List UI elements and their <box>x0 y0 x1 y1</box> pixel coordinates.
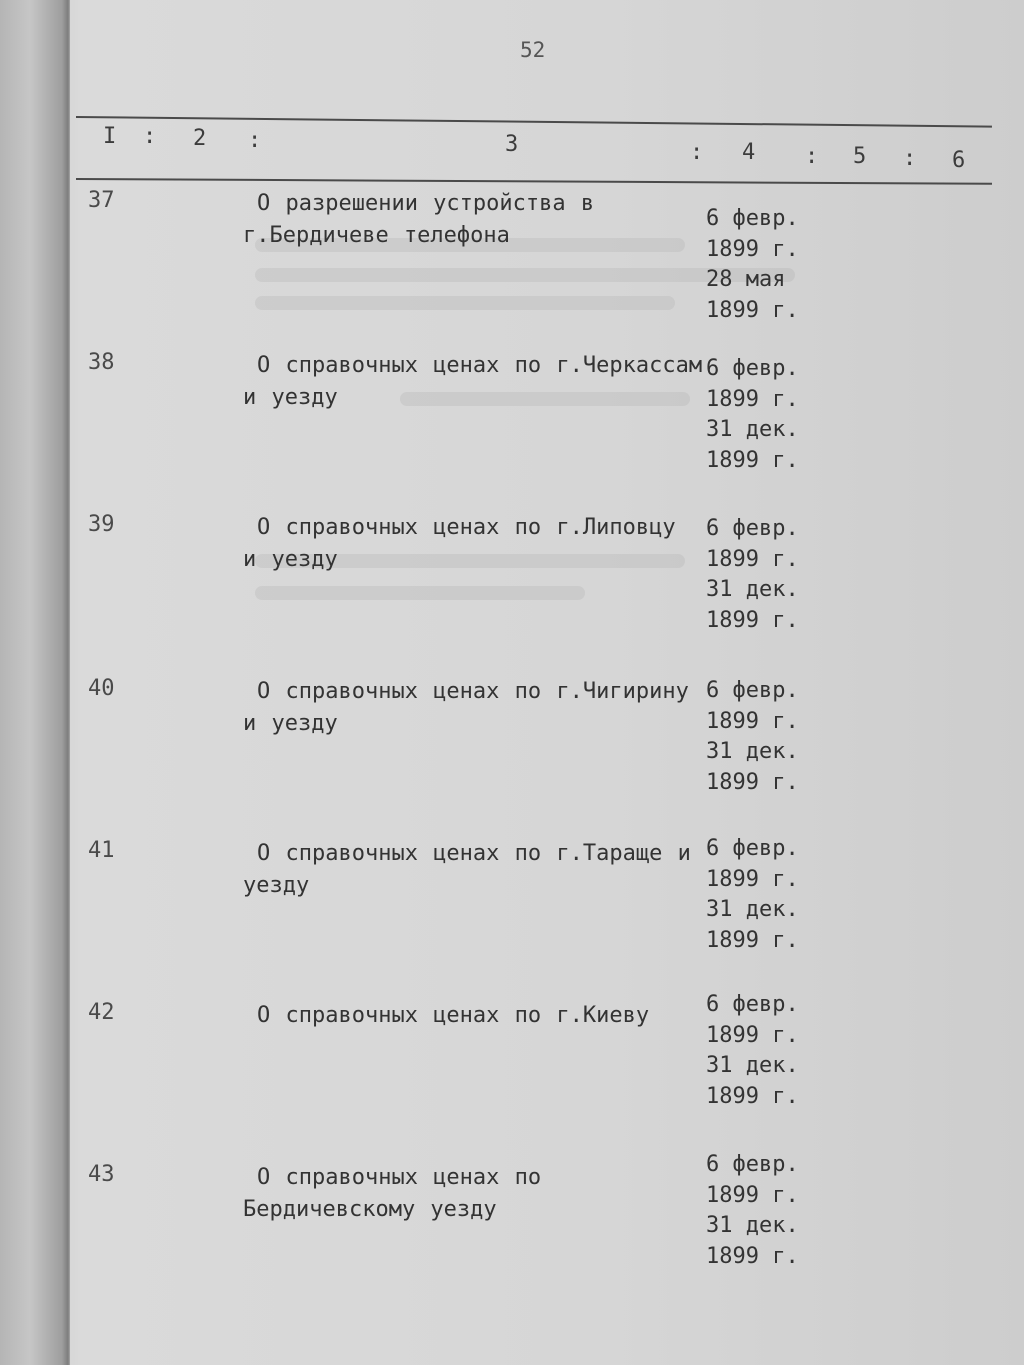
item-title: О справочных ценах по г.Тараще и уезду <box>243 841 691 898</box>
header-col-3: 3 <box>505 132 519 157</box>
start-day: 6 февр. <box>706 992 799 1017</box>
item-number: 40 <box>88 676 115 701</box>
item-number: 43 <box>88 1162 115 1187</box>
list-item <box>0 1152 1024 1322</box>
end-year: 1899 г. <box>706 297 799 323</box>
start-day: 6 февр. <box>706 678 799 703</box>
start-year: 1899 г. <box>706 708 799 734</box>
item-title: О разрешении устройства в г.Бердичеве телефона <box>243 191 595 248</box>
page-number: 52 <box>520 38 546 62</box>
item-title: О справочных ценах по г.Чигирину и уезду <box>243 679 689 736</box>
list-item <box>0 838 1024 998</box>
end-year: 1899 г. <box>706 607 799 633</box>
item-dates <box>706 514 799 636</box>
item-dates <box>706 834 799 956</box>
item-title: О справочных ценах по г.Черкассам и уезду <box>243 353 703 410</box>
list-item <box>0 676 1024 836</box>
item-dates <box>706 354 799 476</box>
end-day: 31 дек. <box>706 739 799 764</box>
end-day: 28 мая <box>706 267 786 292</box>
header-separator: : <box>143 124 157 149</box>
end-day: 31 дек. <box>706 1213 799 1238</box>
end-day: 31 дек. <box>706 577 799 602</box>
header-separator: : <box>248 128 262 153</box>
start-day: 6 февр. <box>706 1152 799 1177</box>
item-title: О справочных ценах по г.Киеву <box>257 1003 650 1028</box>
start-day: 6 февр. <box>706 836 799 861</box>
start-year: 1899 г. <box>706 866 799 892</box>
end-year: 1899 г. <box>706 1083 799 1109</box>
item-number: 37 <box>88 188 115 213</box>
end-day: 31 дек. <box>706 417 799 442</box>
end-year: 1899 г. <box>706 1243 799 1269</box>
end-year: 1899 г. <box>706 927 799 953</box>
header-bottom-rule <box>76 178 992 185</box>
header-separator: : <box>903 146 917 171</box>
item-number: 42 <box>88 1000 115 1025</box>
list-item <box>0 188 1024 348</box>
item-dates <box>706 676 799 798</box>
item-number: 41 <box>88 838 115 863</box>
item-dates <box>706 1150 799 1272</box>
header-col-2: 2 <box>193 126 207 151</box>
item-title: О справочных ценах по Бердичевскому уезду <box>243 1165 542 1222</box>
header-top-rule <box>76 116 992 128</box>
header-col-1: I <box>103 124 117 149</box>
header-separator: : <box>690 140 704 165</box>
list-item <box>0 350 1024 510</box>
header-col-6: 6 <box>952 148 966 173</box>
list-item <box>0 512 1024 672</box>
item-number: 39 <box>88 512 115 537</box>
start-year: 1899 г. <box>706 386 799 412</box>
list-item <box>0 992 1024 1160</box>
end-year: 1899 г. <box>706 447 799 473</box>
start-day: 6 февр. <box>706 516 799 541</box>
item-number: 38 <box>88 350 115 375</box>
header-col-4: 4 <box>742 140 756 165</box>
end-day: 31 дек. <box>706 1053 799 1078</box>
start-day: 6 февр. <box>706 356 799 381</box>
start-day: 6 февр. <box>706 206 799 231</box>
item-dates <box>706 204 799 326</box>
header-col-5: 5 <box>853 144 867 169</box>
end-day: 31 дек. <box>706 897 799 922</box>
header-separator: : <box>805 144 819 169</box>
start-year: 1899 г. <box>706 546 799 572</box>
start-year: 1899 г. <box>706 1182 799 1208</box>
item-dates <box>706 990 799 1112</box>
start-year: 1899 г. <box>706 236 799 262</box>
start-year: 1899 г. <box>706 1022 799 1048</box>
end-year: 1899 г. <box>706 769 799 795</box>
item-title: О справочных ценах по г.Липовцу и уезду <box>243 515 676 572</box>
